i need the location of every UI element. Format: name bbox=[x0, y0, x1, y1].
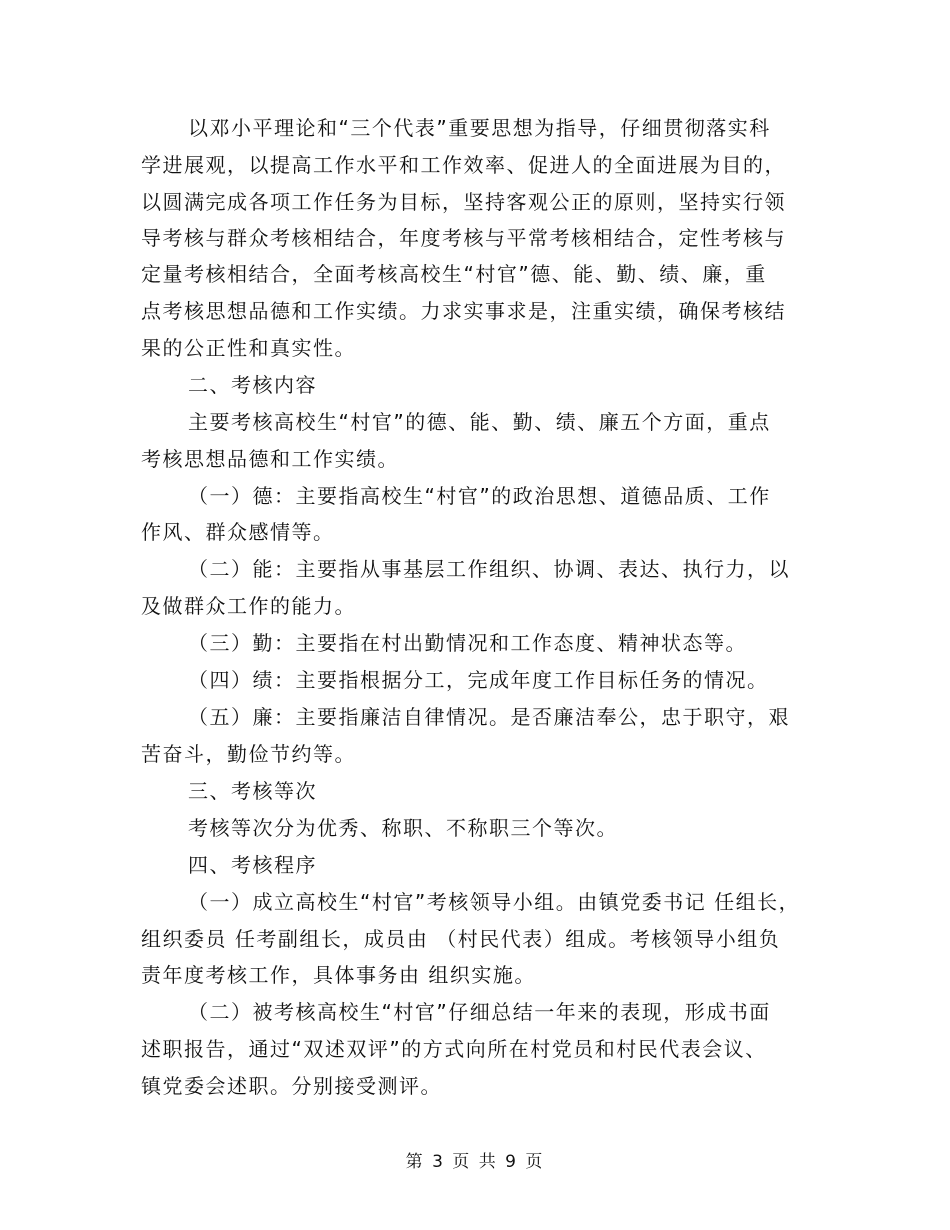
paragraph-line: （三）勤：主要指在村出勤情况和工作态度、精神状态等。 bbox=[188, 631, 747, 655]
paragraph-line: （二）能：主要指从事基层工作组织、协调、表达、执行力，以 bbox=[188, 557, 790, 581]
paragraph-line: 以圆满完成各项工作任务为目标，坚持客观公正的原则，坚持实行领 bbox=[141, 190, 786, 214]
paragraph-line: 及做群众工作的能力。 bbox=[141, 594, 356, 618]
paragraph-line: 考核等次分为优秀、称职、不称职三个等次。 bbox=[188, 816, 618, 840]
paragraph-line: （四）绩：主要指根据分工，完成年度工作目标任务的情况。 bbox=[188, 668, 769, 692]
paragraph-line: 以邓小平理论和“三个代表”重要思想为指导，仔细贯彻落实科 bbox=[188, 116, 771, 140]
paragraph-line: 定量考核相结合，全面考核高校生“村官”德、能、勤、绩、廉，重 bbox=[141, 262, 767, 286]
paragraph-line: （一）德：主要指高校生“村官”的政治思想、道德品质、工作 bbox=[188, 484, 771, 508]
paragraph-line: 苦奋斗，勤俭节约等。 bbox=[141, 742, 356, 766]
paragraph-line: 导考核与群众考核相结合，年度考核与平常考核相结合，定性考核与 bbox=[141, 226, 786, 250]
paragraph-line: 点考核思想品德和工作实绩。力求实事求是，注重实绩，确保考核结 bbox=[141, 299, 786, 323]
paragraph-line: （一）成立高校生“村官”考核领导小组。由镇党委书记 任组长， bbox=[188, 890, 801, 914]
page-number-footer: 第 3 页 共 9 页 bbox=[405, 1152, 545, 1172]
paragraph-line: 学进展观，以提高工作水平和工作效率、促进人的全面进展为目的， bbox=[141, 153, 786, 177]
paragraph-line: （五）廉：主要指廉洁自律情况。是否廉洁奉公，忠于职守，艰 bbox=[188, 705, 790, 729]
paragraph-line: 组织委员 任考副组长，成员由 （村民代表）组成。考核领导小组负 bbox=[141, 927, 781, 951]
paragraph-line: 镇党委会述职。分别接受测评。 bbox=[141, 1074, 442, 1098]
section-heading: 四、考核程序 bbox=[188, 853, 317, 877]
paragraph-line: 述职报告，通过“双述双评”的方式向所在村党员和村民代表会议、 bbox=[141, 1037, 767, 1061]
paragraph-line: 果的公正性和真实性。 bbox=[141, 336, 356, 360]
paragraph-line: 主要考核高校生“村官”的德、能、勤、绩、廉五个方面，重点 bbox=[188, 410, 771, 434]
section-heading: 三、考核等次 bbox=[188, 779, 317, 803]
paragraph-line: 作风、群众感情等。 bbox=[141, 520, 335, 544]
paragraph-line: 责年度考核工作，具体事务由 组织实施。 bbox=[141, 963, 536, 987]
paragraph-line: 考核思想品德和工作实绩。 bbox=[141, 447, 399, 471]
section-heading: 二、考核内容 bbox=[188, 373, 317, 397]
paragraph-line: （二）被考核高校生“村官”仔细总结一年来的表现，形成书面 bbox=[188, 1000, 771, 1024]
